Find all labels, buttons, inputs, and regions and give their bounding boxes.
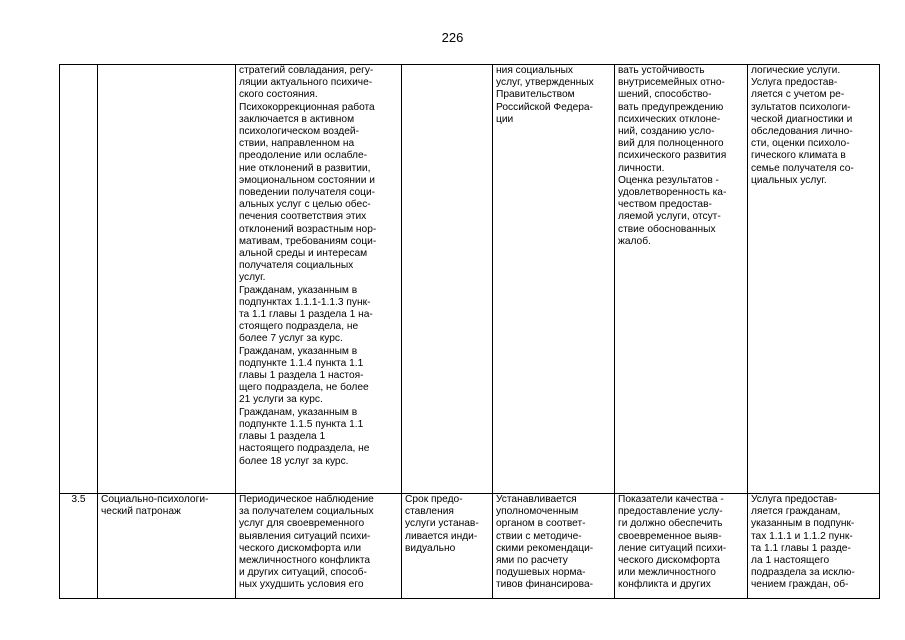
service-description-cell: Периодическое наблюдение за получателем социальных услуг для своевременного выявления ситуаций психи- ческого дискомфорта или межличностного конфликта и других ситуаций, способ- ных ухудшить условия его (236, 494, 402, 599)
service-name-cell: Социально-психологи- ческий патронаж (98, 494, 236, 599)
service-description-cell: стратегий совладания, регу- ляции актуального психиче- ского состояния. Психокоррекционная работа заключается в активном психологическом воздей- ствии, направленном на преодоление или ослабле- ние отклонений в развитии, эмоциональном состоянии и поведении получателя соци- альных услуг с целью обес- печения соответствия этих отклонений возрастным нор- мативам, требованиям соци- альной среды и интересам получателя социальных услуг. Гражданам, указанным в подпунктах 1.1.1-1.1.3 пунк- та 1.1 главы 1 раздела 1 на- стоящего подраздела, не более 7 услуг за курс. Гражданам, указанным в подпункте 1.1.4 пункта 1.1 главы 1 раздела 1 настоя- щего подраздела, не более 21 услуги за курс. Гражданам, указанным в подпункте 1.1.5 пункта 1.1 главы 1 раздела 1 настоящего подраздела, не более 18 услуг за курс. (236, 65, 402, 494)
table-row (60, 494, 880, 599)
page-number: 226 (441, 30, 464, 45)
services-table (59, 64, 880, 599)
row-number-cell: 3.5 (60, 494, 98, 599)
service-name-cell (98, 65, 236, 494)
quality-indicators-cell: вать устойчивость внутрисемейных отно- шений, способство- вать предупреждению психических отклоне- ний, созданию усло- вий для полноценного психического развития личности. Оценка результатов - удовлетворенность ка- чеством предостав- ляемой услуги, отсут- ствие обоснованных жалоб. (615, 65, 748, 494)
table-row (60, 65, 880, 494)
quality-indicators-cell: Показатели качества - предоставление услу- ги должно обеспечить своевременное выяв- ление ситуаций психи- ческого дискомфорта или межличностного конфликта и других (615, 494, 748, 599)
service-conditions-cell: логические услуги. Услуга предостав- ляется с учетом ре- зультатов психологи- ческой диагностики и обследования лично- сти, оценки психоло- гического климата в семье получателя со- циальных услуг. (748, 65, 880, 494)
service-term-cell (402, 65, 493, 494)
financing-standard-cell: Устанавливается уполномоченным органом в соответ- ствии с методиче- скими рекомендаци- ями по расчету подушевых норма- тивов финансирова- (493, 494, 615, 599)
row-number-cell (60, 65, 98, 494)
service-conditions-cell: Услуга предостав- ляется гражданам, указанным в подпунк- тах 1.1.1 и 1.1.2 пунк- та 1.1 главы 1 разде- ла 1 настоящего подраздела за исклю- чением граждан, об- (748, 494, 880, 599)
financing-standard-cell: ния социальных услуг, утвержденных Правительством Российской Федера- ции (493, 65, 615, 494)
service-term-cell: Срок предо- ставления услуги устанав- ливается инди- видуально (402, 494, 493, 599)
